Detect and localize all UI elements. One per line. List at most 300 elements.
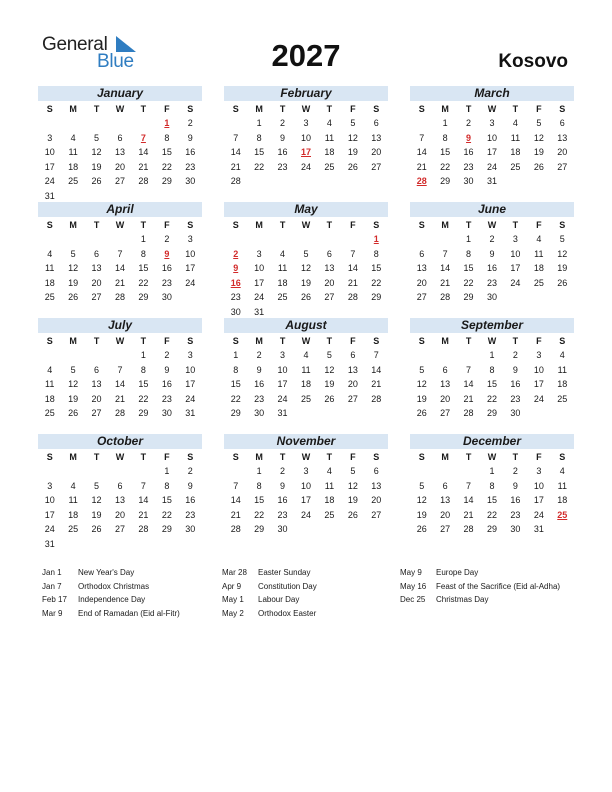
day-cell: 29 [161, 176, 172, 186]
day-cell: 22 [161, 509, 172, 520]
day-cell: 5 [350, 466, 356, 476]
day-cell: 18 [557, 495, 568, 505]
day-cell: 20 [114, 509, 125, 520]
day-grid [224, 232, 388, 319]
day-cell: 20 [114, 161, 125, 172]
day-cell: 11 [557, 364, 567, 375]
weekday-label: S [373, 220, 380, 230]
day-empty [410, 348, 433, 363]
day-cell: 30 [510, 408, 521, 418]
day-cell: 18 [44, 393, 55, 404]
holiday-day: 17 [300, 147, 311, 157]
holiday-day: 1 [373, 234, 379, 244]
holiday-date: May 9 [400, 568, 422, 577]
day-cell: 31 [44, 538, 55, 549]
day-cell: 7 [117, 364, 123, 375]
day-cell: 2 [256, 350, 262, 360]
weekday-header [38, 334, 202, 348]
day-cell: 2 [280, 466, 286, 476]
weekday-label: S [232, 220, 239, 230]
day-grid [224, 348, 388, 421]
month-title: March [410, 86, 574, 101]
day-cell: 23 [486, 277, 497, 288]
day-cell: 26 [347, 509, 358, 520]
day-empty [85, 232, 108, 247]
weekday-label: W [301, 104, 311, 114]
weekday-label: T [279, 104, 286, 114]
day-cell: 1 [164, 466, 170, 476]
day-cell: 8 [140, 364, 146, 375]
day-cell: 21 [230, 509, 241, 520]
day-empty [61, 348, 84, 363]
day-cell: 12 [533, 132, 544, 143]
day-empty [108, 116, 131, 131]
weekday-label: S [232, 336, 239, 346]
weekday-label: F [536, 452, 542, 462]
day-empty [457, 348, 480, 363]
holiday-date: May 2 [222, 608, 244, 618]
day-cell: 5 [70, 364, 76, 375]
weekday-label: M [69, 452, 77, 462]
weekday-label: T [279, 336, 286, 346]
day-cell: 30 [463, 176, 474, 186]
day-cell: 25 [324, 509, 335, 520]
day-cell: 22 [371, 277, 382, 288]
day-cell: 13 [91, 379, 102, 389]
day-cell: 27 [371, 161, 382, 172]
day-cell: 17 [510, 263, 521, 273]
logo-text-general: General [42, 34, 108, 55]
day-empty [433, 348, 456, 363]
day-cell: 5 [94, 480, 100, 491]
day-cell: 11 [68, 147, 78, 157]
weekday-label: S [373, 452, 380, 462]
day-cell: 19 [68, 277, 79, 288]
day-cell: 12 [347, 480, 358, 491]
weekday-header [410, 450, 574, 464]
weekday-label: M [441, 452, 449, 462]
day-cell: 21 [347, 277, 358, 288]
weekday-header [410, 334, 574, 348]
weekday-label: F [164, 336, 170, 346]
holiday-name: New Year's Day [78, 568, 135, 577]
day-cell: 7 [233, 480, 239, 491]
day-cell: 29 [440, 176, 451, 186]
day-cell: 17 [44, 161, 55, 172]
weekday-label: T [465, 104, 472, 114]
holiday-date: Mar 9 [42, 608, 63, 618]
day-cell: 6 [117, 480, 123, 491]
day-cell: 24 [533, 509, 544, 520]
month-title: July [38, 318, 202, 333]
day-cell: 9 [187, 480, 193, 491]
weekday-label: T [140, 104, 147, 114]
holiday-name: End of Ramadan (Eid al-Fitr) [78, 608, 180, 618]
day-cell: 8 [164, 132, 170, 143]
holiday-name: Independence Day [78, 595, 146, 604]
weekday-label: W [301, 220, 311, 230]
day-cell: 21 [440, 277, 451, 288]
weekday-label: F [536, 336, 542, 346]
day-cell: 22 [230, 393, 241, 404]
day-cell: 14 [440, 263, 451, 273]
day-cell: 24 [300, 509, 311, 520]
day-cell: 26 [347, 161, 358, 172]
weekday-label: S [418, 104, 425, 114]
day-cell: 2 [512, 466, 518, 476]
weekday-header [38, 218, 202, 232]
day-cell: 3 [187, 350, 193, 360]
day-cell: 8 [256, 132, 262, 143]
day-cell: 10 [486, 132, 497, 143]
weekday-header [410, 102, 574, 116]
day-cell: 6 [94, 364, 100, 375]
holiday-name: Feast of the Sacrifice (Eid al-Adha) [436, 581, 561, 591]
holiday-date: Jan 1 [42, 568, 62, 577]
weekday-label: T [512, 104, 519, 114]
day-cell: 20 [440, 393, 451, 404]
day-empty [433, 464, 456, 479]
day-cell: 22 [440, 161, 451, 172]
day-cell: 12 [68, 263, 79, 273]
day-cell: 9 [489, 248, 495, 259]
day-cell: 29 [371, 292, 382, 302]
day-cell: 22 [254, 509, 265, 520]
day-cell: 11 [45, 263, 55, 273]
day-cell: 7 [233, 132, 239, 143]
day-cell: 7 [466, 480, 472, 491]
day-empty [318, 232, 341, 247]
day-grid [38, 116, 202, 203]
day-cell: 14 [347, 263, 358, 273]
weekday-label: M [255, 452, 263, 462]
day-cell: 17 [254, 277, 265, 288]
day-cell: 4 [47, 248, 53, 259]
day-cell: 25 [44, 408, 55, 418]
day-cell: 28 [230, 524, 241, 534]
day-cell: 28 [440, 292, 451, 302]
day-cell: 15 [440, 147, 451, 157]
day-cell: 3 [280, 350, 286, 360]
day-cell: 23 [230, 292, 241, 302]
weekday-label: W [115, 104, 125, 114]
holiday-name: Orthodox Easter [258, 608, 317, 618]
day-cell: 4 [280, 248, 286, 259]
day-cell: 11 [45, 379, 55, 389]
day-cell: 10 [185, 248, 196, 259]
day-empty [85, 348, 108, 363]
day-cell: 14 [138, 495, 149, 505]
weekday-label: M [441, 104, 449, 114]
day-cell: 4 [536, 234, 542, 244]
holiday-date: Feb 17 [42, 595, 67, 604]
day-cell: 12 [347, 132, 358, 143]
day-cell: 23 [510, 393, 521, 404]
month-march [410, 86, 574, 198]
day-cell: 10 [300, 132, 311, 143]
day-cell: 13 [114, 147, 125, 157]
day-cell: 17 [533, 495, 544, 505]
day-cell: 13 [324, 263, 335, 273]
day-cell: 20 [91, 277, 102, 288]
holiday-entry [222, 580, 317, 594]
day-cell: 20 [371, 495, 382, 505]
day-cell: 5 [350, 118, 356, 128]
day-cell: 17 [44, 509, 55, 520]
day-cell: 30 [161, 292, 172, 302]
country-name: Kosovo [498, 51, 568, 72]
day-cell: 8 [140, 248, 146, 259]
day-cell: 28 [463, 524, 474, 534]
day-cell: 10 [510, 248, 521, 259]
day-empty [61, 464, 84, 479]
weekday-label: S [46, 336, 53, 346]
holiday-entry [42, 566, 180, 580]
day-cell: 26 [416, 408, 427, 418]
day-cell: 21 [138, 161, 149, 172]
day-cell: 11 [301, 364, 311, 375]
day-cell: 13 [557, 132, 568, 143]
day-cell: 20 [371, 147, 382, 157]
weekday-label: S [418, 336, 425, 346]
day-cell: 15 [161, 147, 172, 157]
day-cell: 16 [161, 379, 172, 389]
day-cell: 19 [416, 393, 427, 404]
month-november [224, 434, 388, 546]
day-cell: 6 [326, 248, 332, 259]
month-title: November [224, 434, 388, 449]
day-cell: 7 [419, 132, 425, 143]
day-cell: 5 [559, 234, 565, 244]
day-cell: 1 [466, 234, 472, 244]
day-cell: 22 [486, 509, 497, 520]
day-cell: 16 [510, 495, 521, 505]
day-cell: 2 [187, 118, 193, 128]
weekday-header [38, 102, 202, 116]
day-cell: 21 [416, 161, 427, 172]
day-cell: 6 [442, 364, 448, 375]
holiday-date: May 1 [222, 595, 244, 604]
day-cell: 15 [254, 147, 265, 157]
day-grid [410, 116, 574, 189]
day-cell: 10 [533, 364, 544, 375]
day-cell: 22 [463, 277, 474, 288]
day-empty [38, 116, 61, 131]
day-cell: 28 [463, 408, 474, 418]
day-cell: 21 [463, 393, 474, 404]
weekday-label: F [164, 220, 170, 230]
day-empty [457, 464, 480, 479]
holiday-column [42, 566, 180, 620]
weekday-label: T [326, 220, 333, 230]
day-cell: 19 [68, 393, 79, 404]
day-cell: 19 [300, 277, 311, 288]
day-cell: 15 [230, 379, 241, 389]
day-cell: 7 [442, 248, 448, 259]
month-title: May [224, 202, 388, 217]
day-cell: 29 [486, 524, 497, 534]
weekday-label: W [487, 104, 497, 114]
day-grid [224, 464, 388, 537]
day-cell: 4 [559, 466, 565, 476]
day-cell: 13 [114, 495, 125, 505]
day-cell: 19 [416, 509, 427, 520]
day-empty [132, 464, 155, 479]
holiday-date: Mar 28 [222, 568, 247, 577]
day-cell: 31 [185, 408, 196, 418]
day-cell: 26 [68, 292, 79, 302]
day-cell: 4 [326, 118, 332, 128]
weekday-label: S [418, 220, 425, 230]
day-cell: 29 [254, 524, 265, 534]
day-cell: 31 [533, 524, 544, 534]
holiday-date: Dec 25 [400, 595, 426, 604]
day-cell: 14 [463, 495, 474, 505]
day-cell: 13 [440, 495, 451, 505]
day-cell: 18 [557, 379, 568, 389]
day-cell: 30 [161, 408, 172, 418]
month-title: October [38, 434, 202, 449]
day-grid [38, 232, 202, 305]
day-cell: 27 [347, 393, 358, 404]
day-cell: 9 [256, 364, 262, 375]
day-cell: 17 [486, 147, 497, 157]
day-cell: 5 [326, 350, 332, 360]
day-cell: 18 [44, 277, 55, 288]
day-cell: 16 [463, 147, 474, 157]
day-cell: 29 [161, 524, 172, 534]
day-cell: 27 [557, 161, 568, 172]
day-cell: 1 [140, 234, 146, 244]
day-cell: 26 [91, 524, 102, 534]
day-cell: 29 [463, 292, 474, 302]
day-cell: 23 [161, 393, 172, 404]
day-cell: 13 [371, 132, 382, 143]
day-cell: 29 [138, 292, 149, 302]
day-empty [294, 232, 317, 247]
day-cell: 18 [533, 263, 544, 273]
weekday-label: T [93, 336, 100, 346]
day-cell: 6 [94, 248, 100, 259]
holiday-day: 28 [416, 176, 427, 186]
day-cell: 8 [489, 480, 495, 491]
holiday-name: Labour Day [258, 595, 300, 604]
day-empty [108, 232, 131, 247]
day-cell: 23 [463, 161, 474, 172]
day-cell: 25 [68, 176, 79, 186]
day-cell: 27 [416, 292, 427, 302]
holiday-name: Christmas Day [436, 595, 489, 604]
weekday-label: M [255, 220, 263, 230]
day-cell: 5 [419, 364, 425, 375]
weekday-label: F [350, 452, 356, 462]
day-cell: 26 [91, 176, 102, 186]
day-grid [38, 348, 202, 421]
day-cell: 23 [277, 161, 288, 172]
day-cell: 2 [187, 466, 193, 476]
day-cell: 12 [416, 495, 427, 505]
weekday-header [224, 102, 388, 116]
day-empty [410, 116, 433, 131]
day-cell: 27 [440, 408, 451, 418]
day-cell: 25 [277, 292, 288, 302]
day-cell: 4 [70, 132, 76, 143]
weekday-label: T [465, 452, 472, 462]
day-cell: 15 [371, 263, 382, 273]
day-cell: 10 [254, 263, 265, 273]
month-april [38, 202, 202, 314]
holiday-entry [400, 580, 560, 594]
day-cell: 17 [277, 379, 288, 389]
day-cell: 16 [254, 379, 265, 389]
weekday-label: S [187, 452, 194, 462]
day-cell: 25 [324, 161, 335, 172]
day-cell: 3 [512, 234, 518, 244]
weekday-label: F [164, 452, 170, 462]
day-cell: 18 [324, 495, 335, 505]
day-empty [247, 232, 270, 247]
weekday-label: W [301, 336, 311, 346]
day-cell: 30 [230, 306, 241, 317]
day-cell: 13 [440, 379, 451, 389]
day-cell: 16 [185, 147, 196, 157]
day-cell: 16 [277, 147, 288, 157]
day-cell: 25 [300, 393, 311, 404]
day-cell: 24 [510, 277, 521, 288]
day-cell: 3 [47, 480, 53, 491]
day-empty [38, 464, 61, 479]
weekday-label: T [93, 104, 100, 114]
day-cell: 28 [114, 292, 125, 302]
day-cell: 12 [324, 364, 335, 375]
day-cell: 9 [280, 480, 286, 491]
day-cell: 6 [373, 466, 379, 476]
day-cell: 12 [68, 379, 79, 389]
day-cell: 15 [254, 495, 265, 505]
weekday-label: M [441, 336, 449, 346]
day-cell: 30 [185, 524, 196, 534]
day-cell: 21 [138, 509, 149, 520]
day-cell: 18 [324, 147, 335, 157]
weekday-label: M [69, 220, 77, 230]
weekday-label: S [46, 220, 53, 230]
weekday-label: T [465, 336, 472, 346]
day-cell: 5 [536, 118, 542, 128]
day-empty [433, 232, 456, 247]
day-cell: 1 [140, 350, 146, 360]
month-title: June [410, 202, 574, 217]
day-grid [410, 464, 574, 537]
day-cell: 31 [44, 190, 55, 201]
day-cell: 28 [114, 408, 125, 418]
day-cell: 18 [510, 147, 521, 157]
day-cell: 8 [256, 480, 262, 491]
day-cell: 24 [44, 176, 55, 186]
day-cell: 15 [161, 495, 172, 505]
day-cell: 18 [300, 379, 311, 389]
day-cell: 19 [324, 379, 335, 389]
day-cell: 8 [373, 248, 379, 259]
day-cell: 8 [489, 364, 495, 375]
day-empty [132, 116, 155, 131]
day-cell: 28 [138, 524, 149, 534]
day-cell: 27 [91, 292, 102, 302]
weekday-label: T [326, 336, 333, 346]
day-cell: 31 [254, 306, 265, 317]
month-may [224, 202, 388, 317]
day-cell: 12 [91, 147, 102, 157]
day-empty [410, 464, 433, 479]
